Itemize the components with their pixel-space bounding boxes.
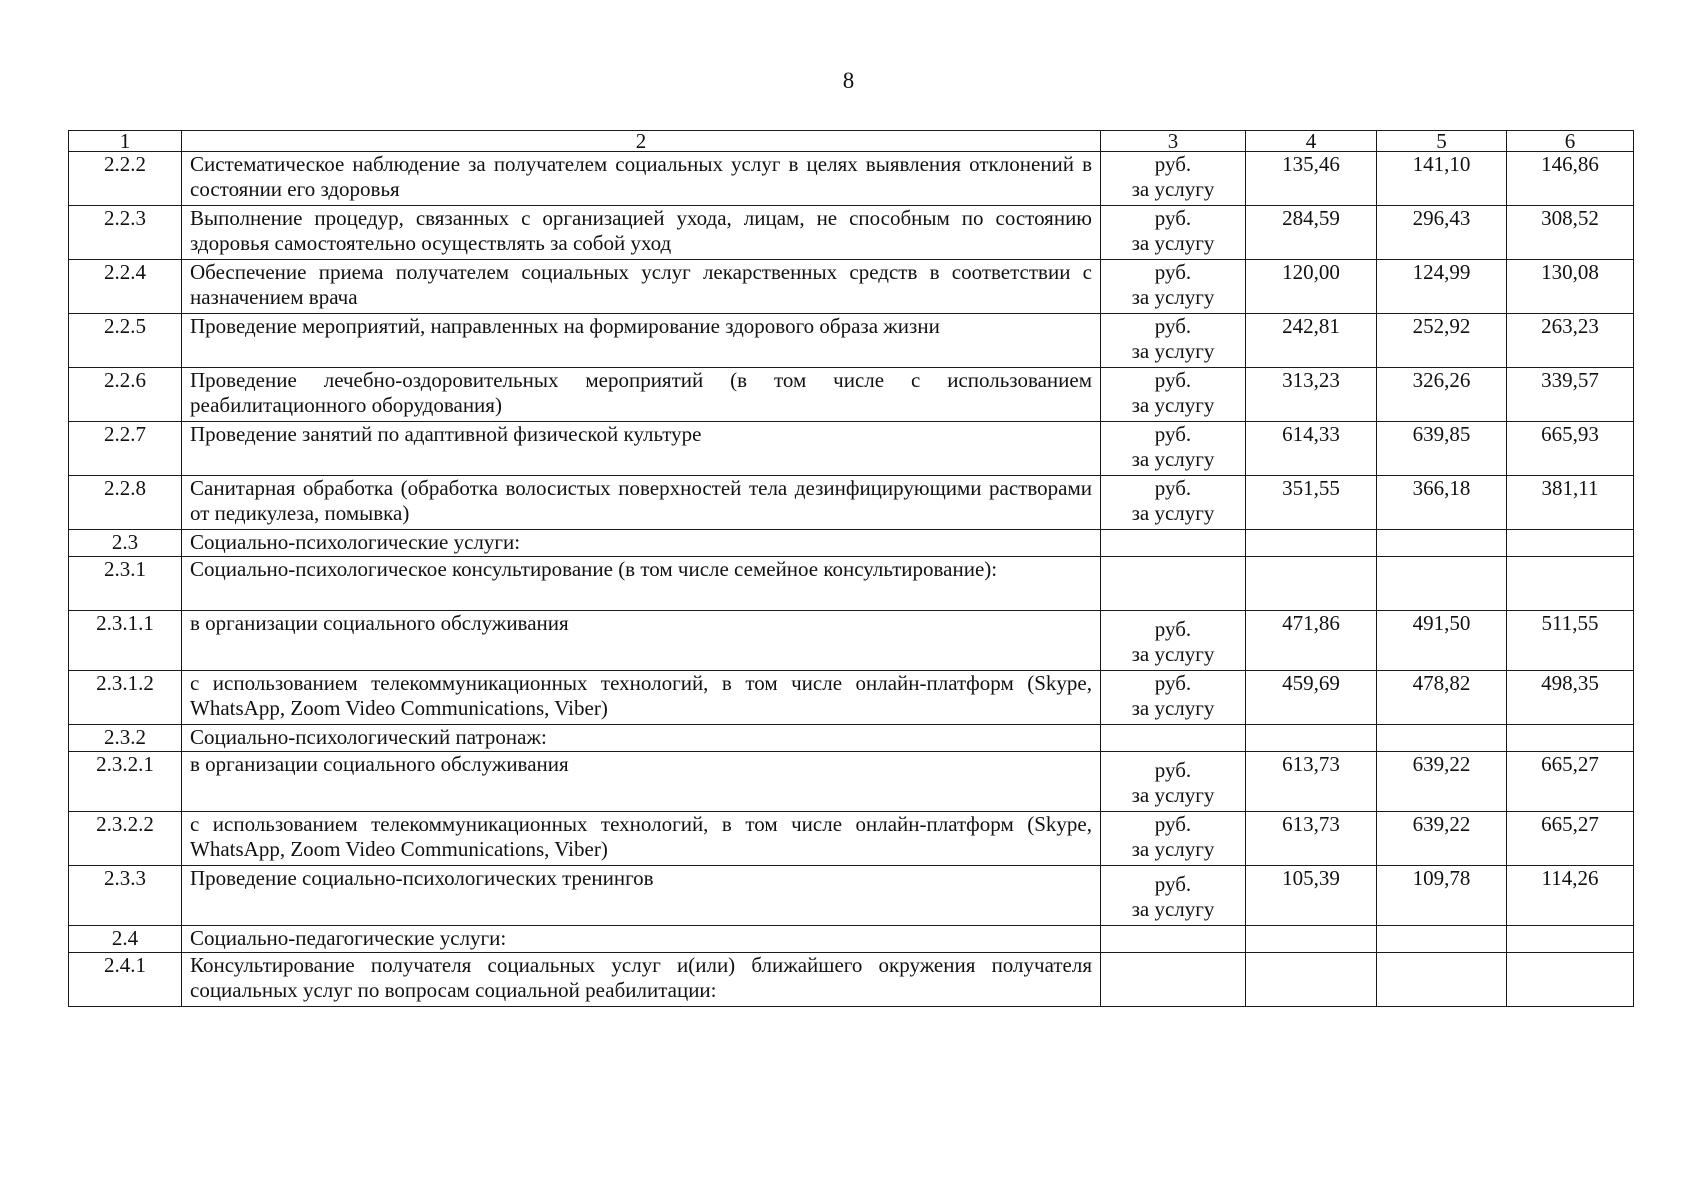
price-col-6: 498,35: [1507, 671, 1634, 725]
service-name: Выполнение процедур, связанных с организацией ухода, лицам, не способным по состоянию здоровья самостоятельно осуществлять за собой уход: [182, 206, 1101, 260]
unit-per-service: за услугу: [1131, 897, 1215, 921]
service-name: Социально-психологические услуги:: [182, 530, 1101, 557]
table-row: [69, 866, 1634, 926]
row-code: 2.4: [69, 926, 182, 953]
price-col-6: [1507, 953, 1634, 1007]
price-col-5: 296,43: [1377, 206, 1507, 260]
service-name: с использованием телекоммуникационных технологий, в том числе онлайн-платформ (Skype, WhatsApp, Zoom Video Communications, Viber): [182, 812, 1101, 866]
unit-per-service: за услугу: [1131, 285, 1215, 309]
price-col-6: 146,86: [1507, 152, 1634, 206]
unit-per-service: за услугу: [1131, 339, 1215, 363]
unit-currency: руб.: [1154, 152, 1192, 176]
row-code: 2.2.7: [69, 422, 182, 476]
price-col-5: 124,99: [1377, 260, 1507, 314]
service-name: Проведение социально-психологических тренингов: [182, 866, 1101, 926]
row-code: 2.2.8: [69, 476, 182, 530]
column-header: 6: [1507, 131, 1634, 152]
unit-cell: [1101, 530, 1246, 557]
price-col-4: 135,46: [1246, 152, 1377, 206]
row-code: 2.3.2: [69, 725, 182, 752]
price-col-6: [1507, 725, 1634, 752]
price-col-6: [1507, 530, 1634, 557]
table-row: [69, 926, 1634, 953]
tariff-table: [68, 130, 1634, 1007]
unit-cell: [1101, 557, 1246, 611]
service-name: Проведение занятий по адаптивной физической культуре: [182, 422, 1101, 476]
table-row: [69, 152, 1634, 206]
unit-per-service: за услугу: [1131, 783, 1215, 807]
price-col-5: 252,92: [1377, 314, 1507, 368]
service-name: в организации социального обслуживания: [182, 611, 1101, 671]
table-row: [69, 611, 1634, 671]
row-code: 2.2.3: [69, 206, 182, 260]
price-col-5: [1377, 926, 1507, 953]
price-col-6: 511,55: [1507, 611, 1634, 671]
column-header: 3: [1101, 131, 1246, 152]
unit-currency: руб.: [1154, 758, 1192, 782]
unit-cell: [1101, 866, 1246, 926]
price-col-4: 313,23: [1246, 368, 1377, 422]
price-col-6: 263,23: [1507, 314, 1634, 368]
service-name: Проведение мероприятий, направленных на формирование здорового образа жизни: [182, 314, 1101, 368]
unit-currency: руб.: [1154, 206, 1192, 230]
price-col-4: 471,86: [1246, 611, 1377, 671]
unit-currency: руб.: [1154, 314, 1192, 338]
table-row: [69, 314, 1634, 368]
page-number: 8: [842, 68, 855, 93]
service-name: Социально-педагогические услуги:: [182, 926, 1101, 953]
price-col-4: [1246, 557, 1377, 611]
service-name: с использованием телекоммуникационных технологий, в том числе онлайн-платформ (Skype, WhatsApp, Zoom Video Communications, Viber): [182, 671, 1101, 725]
price-col-6: 308,52: [1507, 206, 1634, 260]
price-col-4: 351,55: [1246, 476, 1377, 530]
column-header: 5: [1377, 131, 1507, 152]
price-col-4: 459,69: [1246, 671, 1377, 725]
row-code: 2.3.1.2: [69, 671, 182, 725]
column-header: 2: [182, 131, 1101, 152]
unit-currency: руб.: [1154, 812, 1192, 836]
row-code: 2.3: [69, 530, 182, 557]
table-row: [69, 260, 1634, 314]
price-col-5: 109,78: [1377, 866, 1507, 926]
service-name: Проведение лечебно-оздоровительных мероприятий (в том числе с использованием реабилитационного оборудования): [182, 368, 1101, 422]
unit-cell: [1101, 152, 1246, 206]
table-row: [69, 557, 1634, 611]
price-col-5: [1377, 530, 1507, 557]
row-code: 2.3.1: [69, 557, 182, 611]
price-col-5: 326,26: [1377, 368, 1507, 422]
unit-cell: [1101, 260, 1246, 314]
unit-cell: [1101, 926, 1246, 953]
unit-cell: [1101, 611, 1246, 671]
row-code: 2.2.4: [69, 260, 182, 314]
service-name: Социально-психологический патронаж:: [182, 725, 1101, 752]
unit-cell: [1101, 422, 1246, 476]
unit-currency: руб.: [1154, 422, 1192, 446]
unit-cell: [1101, 953, 1246, 1007]
unit-per-service: за услугу: [1131, 393, 1215, 417]
service-name: Социально-психологическое консультирование (в том числе семейное консультирование):: [182, 557, 1101, 611]
service-name: в организации социального обслуживания: [182, 752, 1101, 812]
unit-cell: [1101, 725, 1246, 752]
row-code: 2.2.5: [69, 314, 182, 368]
price-col-6: [1507, 926, 1634, 953]
row-code: 2.3.2.1: [69, 752, 182, 812]
price-col-5: 141,10: [1377, 152, 1507, 206]
unit-per-service: за услугу: [1131, 447, 1215, 471]
row-code: 2.4.1: [69, 953, 182, 1007]
price-col-4: [1246, 926, 1377, 953]
unit-per-service: за услугу: [1131, 642, 1215, 666]
unit-per-service: за услугу: [1131, 501, 1215, 525]
unit-cell: [1101, 314, 1246, 368]
table-row: [69, 752, 1634, 812]
service-name: Санитарная обработка (обработка волосистых поверхностей тела дезинфицирующими растворами от педикулеза, помывка): [182, 476, 1101, 530]
price-col-6: 114,26: [1507, 866, 1634, 926]
table-row: [69, 206, 1634, 260]
price-col-4: 284,59: [1246, 206, 1377, 260]
price-col-4: 613,73: [1246, 812, 1377, 866]
table-row: [69, 725, 1634, 752]
price-col-6: 381,11: [1507, 476, 1634, 530]
price-col-4: [1246, 953, 1377, 1007]
price-col-4: [1246, 530, 1377, 557]
price-col-6: 339,57: [1507, 368, 1634, 422]
row-code: 2.3.2.2: [69, 812, 182, 866]
row-code: 2.2.6: [69, 368, 182, 422]
price-col-6: 130,08: [1507, 260, 1634, 314]
unit-cell: [1101, 752, 1246, 812]
unit-currency: руб.: [1154, 617, 1192, 641]
price-col-4: 105,39: [1246, 866, 1377, 926]
service-name: Обеспечение приема получателем социальных услуг лекарственных средств в соответствии с назначением врача: [182, 260, 1101, 314]
table-row: [69, 368, 1634, 422]
unit-cell: [1101, 671, 1246, 725]
table-row: [69, 422, 1634, 476]
row-code: 2.3.3: [69, 866, 182, 926]
price-col-5: [1377, 953, 1507, 1007]
column-header: 4: [1246, 131, 1377, 152]
price-col-4: 614,33: [1246, 422, 1377, 476]
price-col-6: [1507, 557, 1634, 611]
row-code: 2.2.2: [69, 152, 182, 206]
price-col-5: [1377, 725, 1507, 752]
price-col-5: 639,22: [1377, 812, 1507, 866]
price-col-6: 665,93: [1507, 422, 1634, 476]
price-col-5: 478,82: [1377, 671, 1507, 725]
unit-currency: руб.: [1154, 872, 1192, 896]
unit-per-service: за услугу: [1131, 231, 1215, 255]
column-header: 1: [69, 131, 182, 152]
unit-cell: [1101, 812, 1246, 866]
price-col-5: 491,50: [1377, 611, 1507, 671]
price-col-5: 366,18: [1377, 476, 1507, 530]
table-row: [69, 953, 1634, 1007]
price-col-6: 665,27: [1507, 812, 1634, 866]
unit-cell: [1101, 368, 1246, 422]
unit-per-service: за услугу: [1131, 177, 1215, 201]
price-col-5: [1377, 557, 1507, 611]
table-row: [69, 812, 1634, 866]
unit-currency: руб.: [1154, 671, 1192, 695]
table-row: [69, 530, 1634, 557]
row-code: 2.3.1.1: [69, 611, 182, 671]
unit-per-service: за услугу: [1131, 696, 1215, 720]
unit-currency: руб.: [1154, 368, 1192, 392]
unit-cell: [1101, 476, 1246, 530]
service-name: Систематическое наблюдение за получателем социальных услуг в целях выявления отклонений в состоянии его здоровья: [182, 152, 1101, 206]
table-row: [69, 476, 1634, 530]
table-row: [69, 671, 1634, 725]
price-col-4: [1246, 725, 1377, 752]
unit-per-service: за услугу: [1131, 837, 1215, 861]
unit-currency: руб.: [1154, 260, 1192, 284]
price-col-5: 639,22: [1377, 752, 1507, 812]
price-col-6: 665,27: [1507, 752, 1634, 812]
price-col-5: 639,85: [1377, 422, 1507, 476]
unit-currency: руб.: [1154, 476, 1192, 500]
price-col-4: 120,00: [1246, 260, 1377, 314]
price-col-4: 613,73: [1246, 752, 1377, 812]
column-number-row: [69, 131, 1634, 152]
price-col-4: 242,81: [1246, 314, 1377, 368]
unit-cell: [1101, 206, 1246, 260]
service-name: Консультирование получателя социальных услуг и(или) ближайшего окружения получателя социальных услуг по вопросам социальной реабилитации:: [182, 953, 1101, 1007]
